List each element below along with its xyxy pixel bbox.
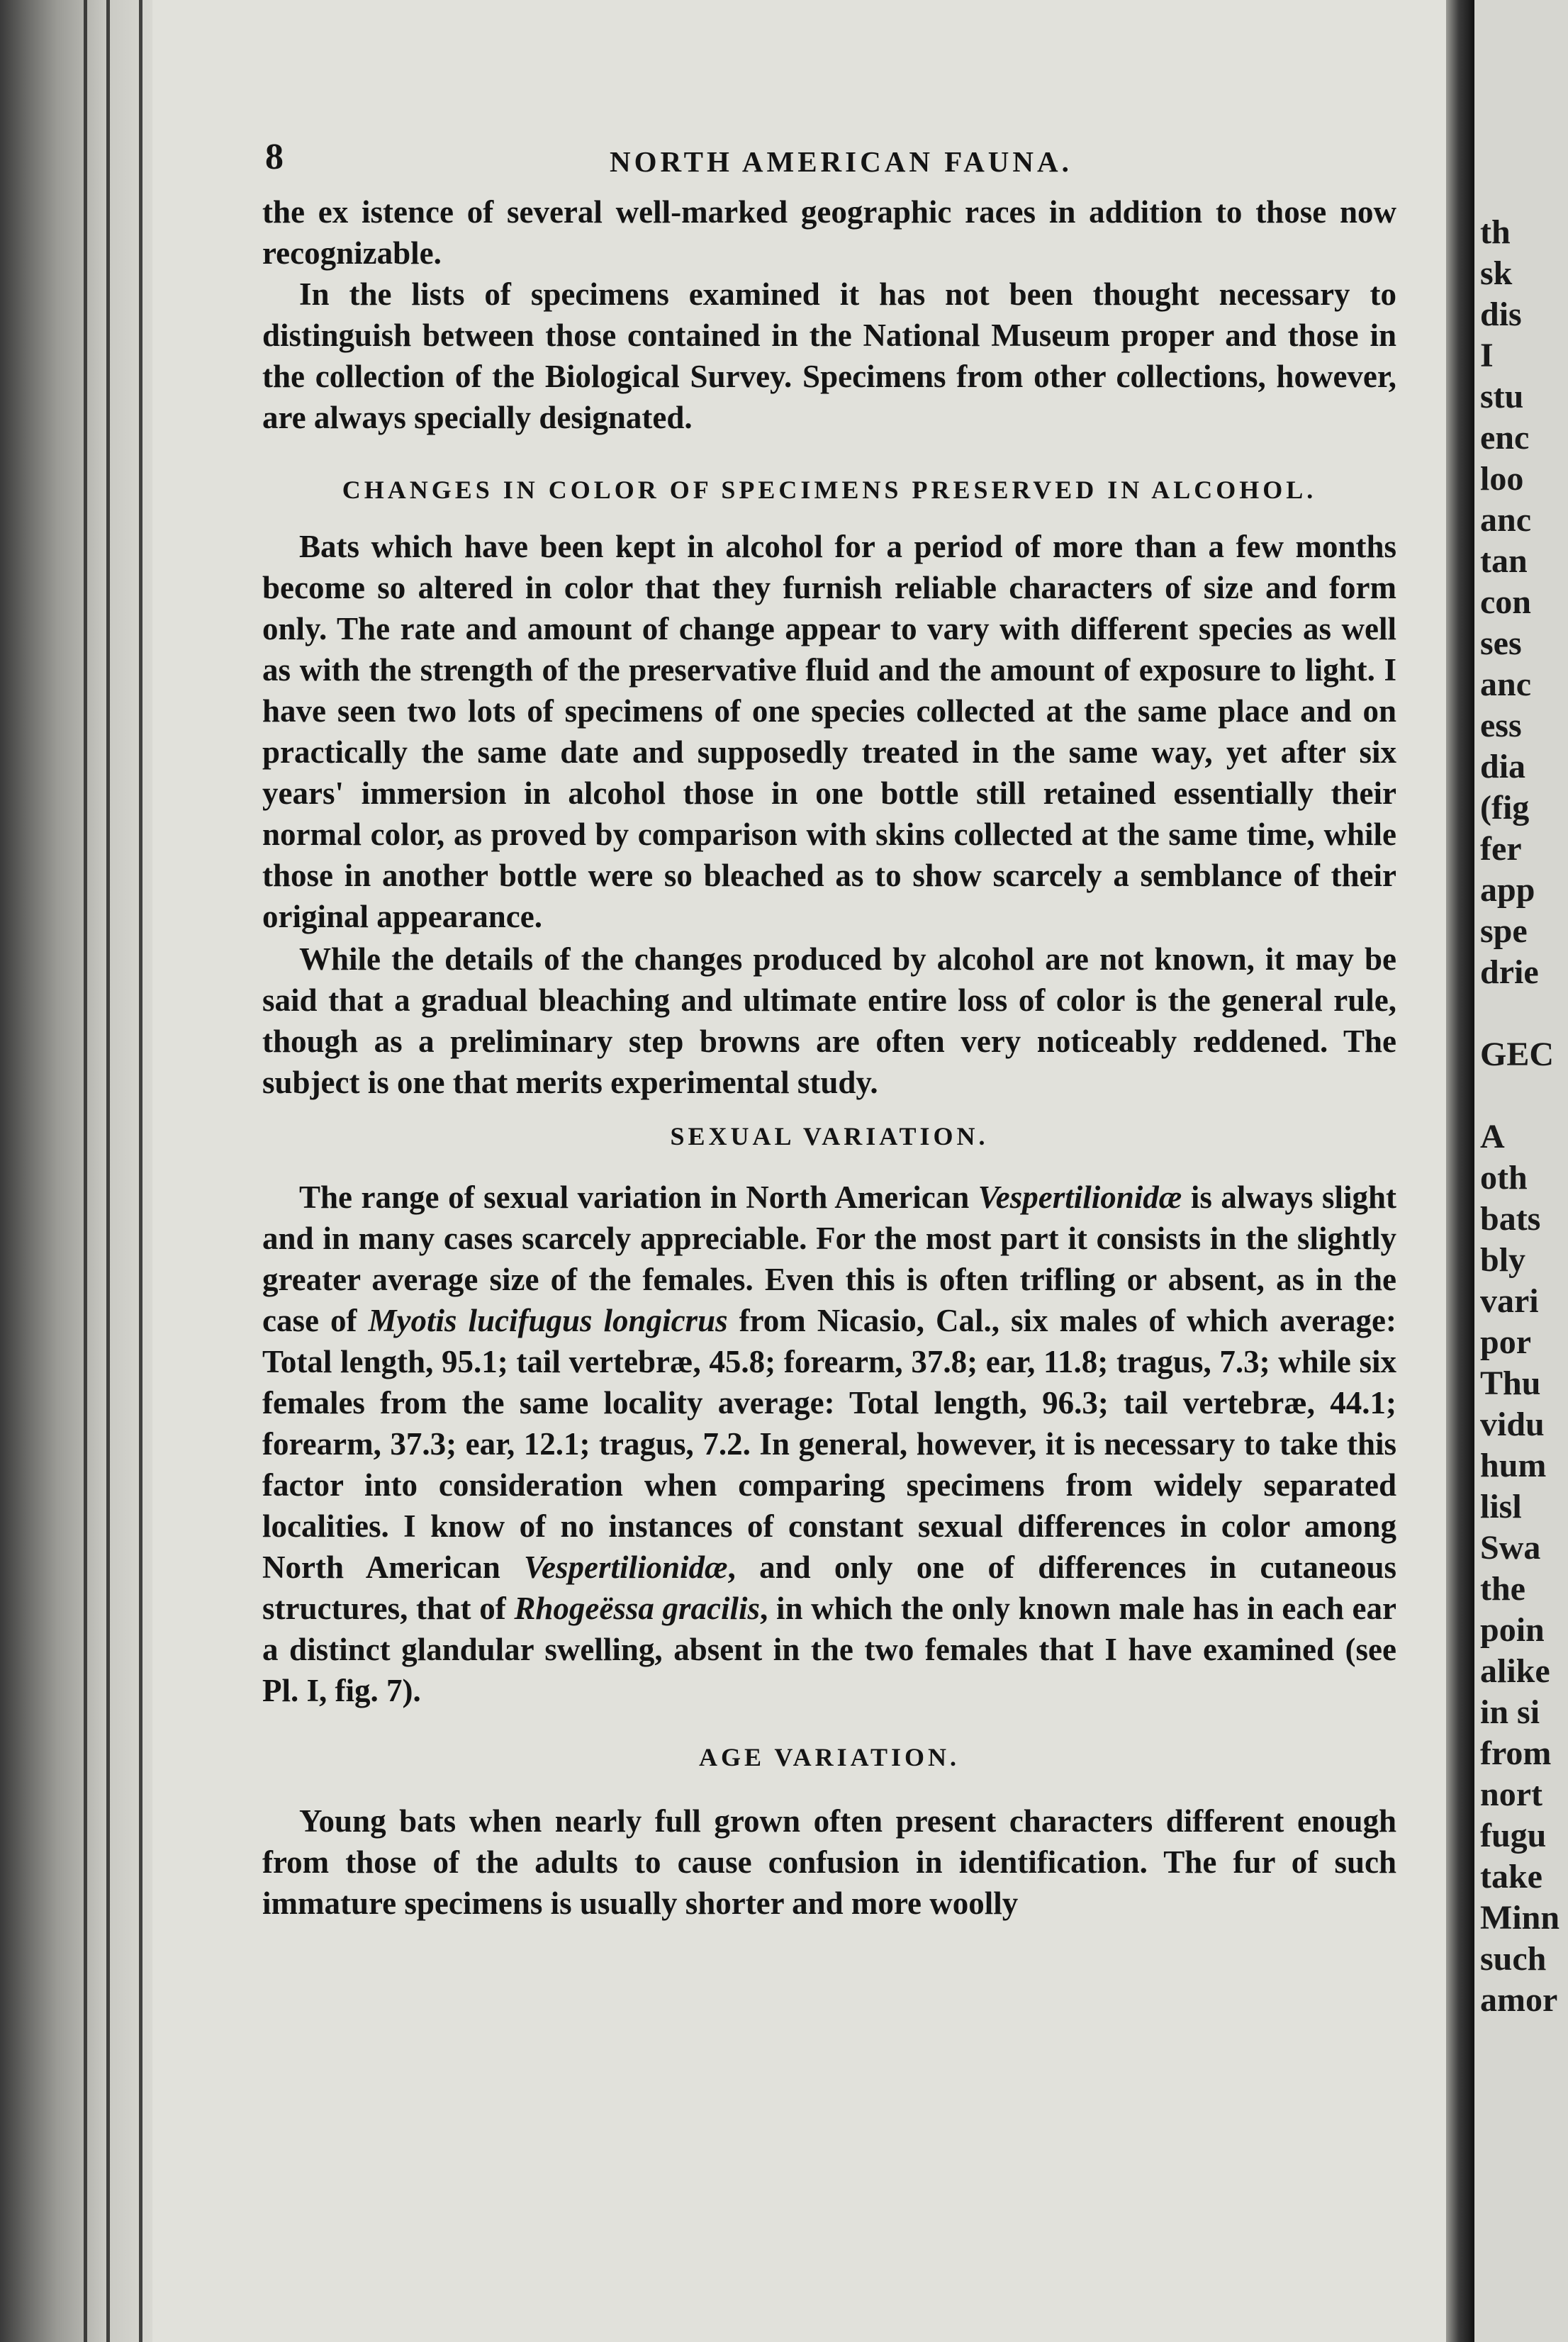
paragraph: In the lists of specimens examined it has not been thought necessary to distinguish between those contained in the National Museum proper and those in the collection of the Biological Survey. Specimens from other collections, however, are always specially designated.: [262, 276, 1396, 435]
paragraph: Bats which have been kept in alcohol for a period of more than a few months become so altered in color that they furnish reliable characters of size and form only. The rate and amount of change appear to vary with different species as well as with the strength of the preservative fluid and the amount of exposure to light. I have seen two lots of specimens of one species collected at the same place and on practically the same date and supposedly treated in the same way, yet after six years' immersion in alcohol those in one bottle still retained essentially their normal color, as proved by comparison with skins collected at the same time, while those in another bottle were so bleached as to show scarcely a semblance of their original appearance.: [262, 529, 1396, 934]
next-page-line: vari: [1480, 1282, 1539, 1320]
page-spine-shadow: [1446, 0, 1474, 2342]
next-page-line: fer: [1480, 830, 1522, 868]
next-page-line: I: [1480, 337, 1494, 374]
next-page-line: Swa: [1480, 1529, 1541, 1567]
next-page-line: Minn: [1480, 1899, 1560, 1937]
next-page-line: in si: [1480, 1693, 1540, 1731]
next-page-line: sk: [1480, 254, 1513, 292]
gutter-line: [84, 0, 87, 2342]
next-page-line: bats: [1480, 1200, 1541, 1238]
italic-taxon: Vespertilionidæ: [978, 1180, 1182, 1215]
next-page-line: such: [1480, 1940, 1547, 1978]
next-page-line: dia: [1480, 748, 1526, 785]
page-header: [262, 121, 1396, 191]
next-page-fragment: [1474, 0, 1568, 2342]
next-page-line: fugu: [1480, 1817, 1547, 1854]
paragraph: the ex istence of several well-marked geographic races in addition to those now recognizable.: [262, 194, 1396, 271]
next-page-line: anc: [1480, 501, 1531, 539]
next-page-line: app: [1480, 871, 1535, 909]
page-number: 8: [265, 137, 286, 177]
running-title: NORTH AMERICAN FAUNA.: [610, 145, 1073, 178]
next-page-line: take: [1480, 1858, 1542, 1895]
next-page-line: nort: [1480, 1776, 1542, 1813]
next-page-line: drie: [1480, 953, 1539, 991]
next-page-line: lisl: [1480, 1488, 1522, 1525]
next-page-line: th: [1480, 213, 1511, 251]
page-text: [262, 121, 1396, 1924]
gutter-line: [139, 0, 142, 2342]
italic-taxon: Rhogeëssa gracilis: [514, 1591, 761, 1626]
next-page-line: GEC: [1480, 1036, 1555, 1073]
text-run: , and only one of differences in cutaneous structures, that of: [262, 1550, 1396, 1626]
italic-taxon: Myotis lucifugus longicrus: [368, 1303, 728, 1338]
italic-taxon: Vespertilionidæ: [524, 1550, 728, 1585]
text-run: The range of sexual variation in North American: [299, 1180, 978, 1215]
paragraph: [262, 1177, 1396, 1711]
paragraph: While the details of the changes produced by alcohol are not known, it may be said that a gradual bleaching and ultimate entire loss of color is the general rule, though as a preliminary step browns are often very noticeably reddened. The subject is one that merits experimental study.: [262, 941, 1396, 1100]
next-page-line: poin: [1480, 1611, 1545, 1649]
next-page-line: alike: [1480, 1652, 1550, 1690]
next-page-line: stu: [1480, 378, 1524, 415]
next-page-line: ses: [1480, 624, 1522, 662]
paragraph: Young bats when nearly full grown often present characters different enough from those of the adults to cause confusion in identification. The fur of such immature specimens is usually shorter and more woolly: [262, 1803, 1396, 1921]
next-page-line: con: [1480, 583, 1531, 621]
next-page-line: from: [1480, 1735, 1552, 1772]
next-page-line: enc: [1480, 419, 1530, 456]
next-page-line: the: [1480, 1570, 1525, 1608]
next-page-line: Thu: [1480, 1365, 1541, 1402]
next-page-line: bly: [1480, 1241, 1526, 1279]
section-heading: AGE VARIATION.: [698, 1743, 961, 1771]
next-page-line: hum: [1480, 1447, 1547, 1484]
text-run: is always slight and in many cases scarcely appreciable. For the most part it consists in the slightly greater average size of the females. Even this is often trifling or absent, as in the case of: [262, 1180, 1396, 1338]
next-page-line: vidu: [1480, 1406, 1545, 1443]
next-page-line: loo: [1480, 460, 1524, 498]
next-page-line: anc: [1480, 666, 1531, 703]
next-page-line: (fig: [1480, 789, 1530, 827]
next-page-line: ess: [1480, 707, 1522, 744]
section-heading: CHANGES IN COLOR OF SPECIMENS PRESERVED IN ALCOHOL.: [342, 476, 1317, 504]
next-page-line: amor: [1480, 1981, 1558, 2019]
next-page-line: por: [1480, 1323, 1531, 1361]
text-run: , in which the only known male has in each ear a distinct glandular swelling, absent in the two females that I have examined (see Pl. I, fig. 7).: [262, 1591, 1396, 1708]
next-page-line: tan: [1480, 542, 1528, 580]
section-heading: SEXUAL VARIATION.: [670, 1122, 989, 1150]
next-page-line: dis: [1480, 296, 1522, 333]
gutter-line: [106, 0, 110, 2342]
next-page-line: oth: [1480, 1159, 1528, 1197]
next-page-line: A: [1480, 1118, 1505, 1155]
next-page-line: spe: [1480, 912, 1528, 950]
book-gutter: [0, 0, 163, 2342]
text-run: from Nicasio, Cal., six males of which average: Total length, 95.1; tail vertebræ, 45.8; forearm, 37.8; ear, 11.8; tragus, 7.3; while six females from the same locality average: Total length, 96.3; tail vertebræ, 44.1; forearm, 37.3; ear, 12.1; tragus, 7.2. In general, however, it is necessary to take this factor into consideration when comparing specimens from widely separated localities. I know of no instances of constant sexual differences in color among North American: [262, 1303, 1396, 1585]
